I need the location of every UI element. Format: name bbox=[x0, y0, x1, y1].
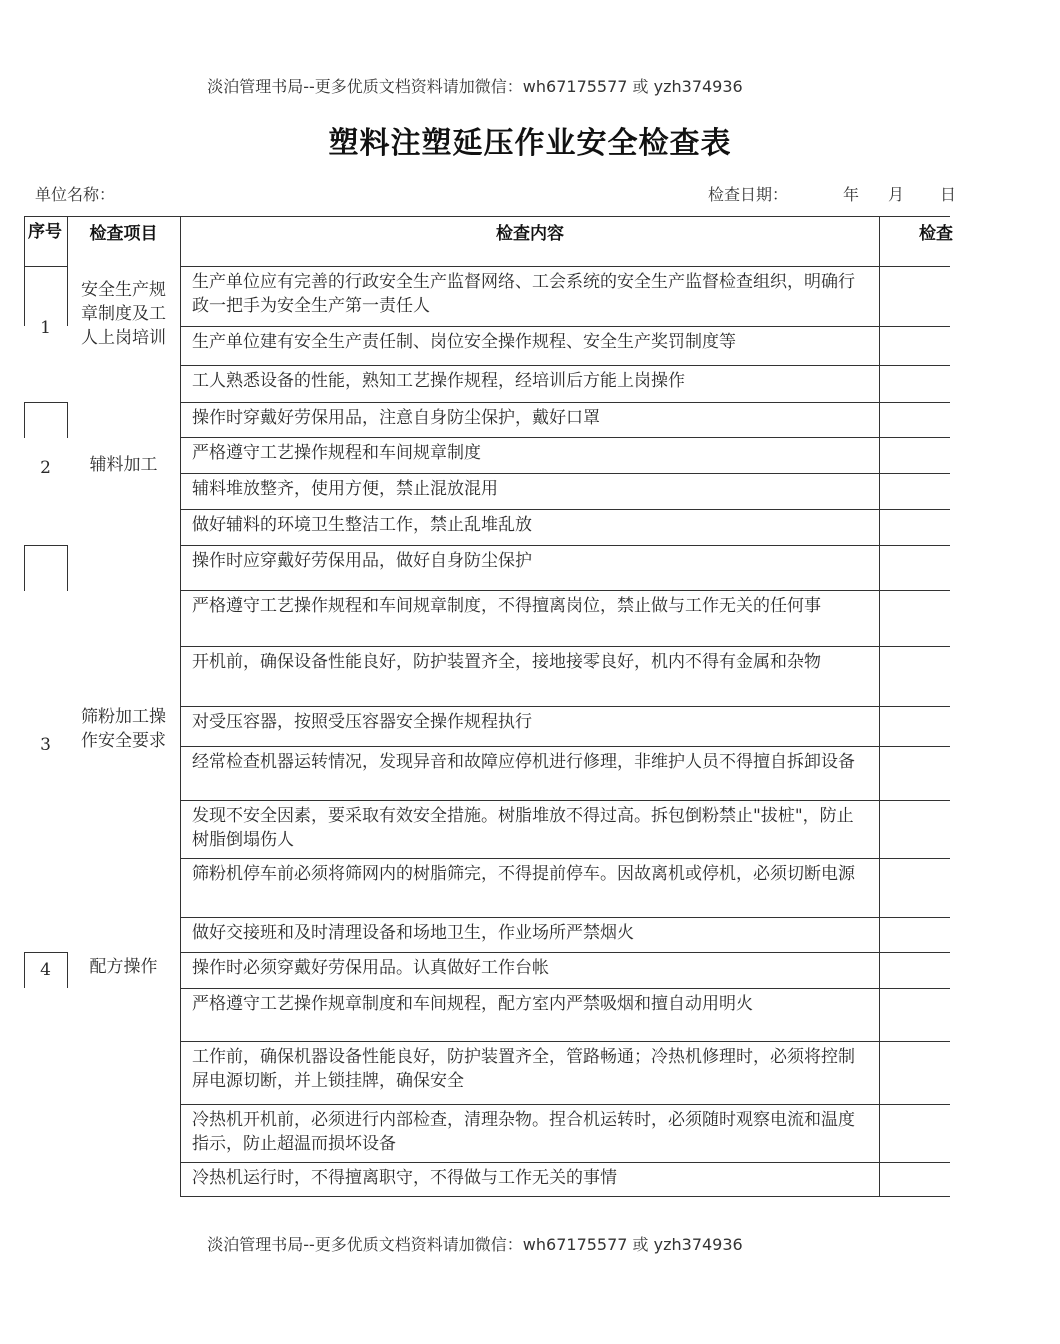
table-rule bbox=[24, 545, 25, 591]
check-content: 做好交接班和及时清理设备和场地卫生，作业场所严禁烟火 bbox=[192, 923, 634, 943]
table-rule bbox=[879, 545, 880, 952]
check-date-label: 检查日期： bbox=[708, 185, 789, 204]
table-rule bbox=[24, 545, 67, 546]
page-title: 塑料注塑延压作业安全检查表 bbox=[328, 126, 732, 161]
table-rule bbox=[67, 545, 68, 591]
check-content: 严格遵守工艺操作规章制度和车间规程，配方室内严禁吸烟和擅自动用明火 bbox=[192, 994, 753, 1014]
table-rule bbox=[24, 266, 67, 267]
table-rule bbox=[24, 402, 25, 438]
section-item: 筛粉加工操作安全要求 bbox=[81, 707, 166, 751]
row-rule bbox=[180, 473, 950, 474]
row-rule bbox=[180, 988, 950, 989]
check-content: 经常检查机器运转情况，发现异音和故障应停机进行修理，非维护人员不得擅自拆卸设备 bbox=[192, 752, 855, 772]
header-note: 淡泊管理书局--更多优质文档资料请加微信：wh67175577 或 yzh374936 bbox=[207, 77, 743, 96]
row-rule bbox=[180, 1041, 950, 1042]
check-content: 辅料堆放整齐，使用方便，禁止混放混用 bbox=[192, 479, 498, 499]
check-content: 冷热机开机前，必须进行内部检查，清理杂物。捏合机运转时，必须随时观察电流和温度指示，防止超温而损坏设备 bbox=[192, 1110, 855, 1154]
check-content: 发现不安全因素，要采取有效安全措施。树脂堆放不得过高。拆包倒粉禁止"拔桩"，防止树脂倒塌伤人 bbox=[192, 806, 854, 850]
check-content: 操作时应穿戴好劳保用品，做好自身防尘保护 bbox=[192, 551, 532, 571]
table-rule bbox=[879, 266, 880, 402]
column-header-no: 序号 bbox=[28, 222, 62, 242]
table-top-rule bbox=[24, 216, 950, 217]
check-content: 工人熟悉设备的性能，熟知工艺操作规程，经培训后方能上岗操作 bbox=[192, 371, 685, 391]
section-item: 安全生产规章制度及工人上岗培训 bbox=[81, 280, 166, 348]
row-rule bbox=[180, 590, 950, 591]
section-number: 2 bbox=[40, 458, 51, 478]
check-content: 生产单位建有安全生产责任制、岗位安全操作规程、安全生产奖罚制度等 bbox=[192, 332, 736, 352]
check-date-year: 年 bbox=[843, 185, 860, 204]
row-rule bbox=[180, 1162, 950, 1163]
check-content: 严格遵守工艺操作规程和车间规章制度，不得擅离岗位，禁止做与工作无关的任何事 bbox=[192, 596, 821, 616]
section-number: 4 bbox=[40, 960, 51, 980]
row-rule bbox=[180, 952, 950, 953]
row-rule bbox=[180, 545, 950, 546]
row-rule bbox=[180, 706, 950, 707]
table-rule bbox=[24, 216, 25, 266]
column-header-content: 检查内容 bbox=[496, 224, 564, 244]
table-rule bbox=[67, 952, 68, 988]
row-rule bbox=[180, 326, 950, 327]
table-rule bbox=[67, 402, 68, 438]
check-content: 生产单位应有完善的行政安全生产监督网络、工会系统的安全生产监督检查组织，明确行政一把手为安全生产第一责任人 bbox=[192, 272, 855, 316]
row-rule bbox=[180, 509, 950, 510]
section-number: 3 bbox=[40, 735, 51, 755]
row-rule bbox=[180, 365, 950, 366]
row-rule bbox=[180, 402, 950, 403]
check-content: 操作时必须穿戴好劳保用品。认真做好工作台帐 bbox=[192, 958, 549, 978]
check-content: 冷热机运行时，不得擅离职守，不得做与工作无关的事情 bbox=[192, 1168, 617, 1188]
section-item: 辅料加工 bbox=[89, 455, 158, 475]
column-header-item: 检查项目 bbox=[89, 224, 158, 244]
row-rule bbox=[180, 746, 950, 747]
table-rule bbox=[24, 402, 67, 403]
row-rule bbox=[180, 917, 950, 918]
section-number: 1 bbox=[40, 318, 51, 338]
table-rule bbox=[879, 216, 880, 266]
check-content: 严格遵守工艺操作规程和车间规章制度 bbox=[192, 443, 481, 463]
table-rule bbox=[180, 266, 181, 402]
row-rule bbox=[180, 858, 950, 859]
table-rule bbox=[180, 216, 181, 266]
section-item: 配方操作 bbox=[89, 957, 158, 977]
row-rule bbox=[180, 800, 950, 801]
check-content: 工作前，确保机器设备性能良好，防护装置齐全，管路畅通；冷热机修理时，必须将控制屏电源切断，并上锁挂牌，确保安全 bbox=[192, 1047, 855, 1091]
table-rule bbox=[67, 216, 68, 266]
check-date-day: 日 bbox=[940, 185, 957, 204]
check-content: 做好辅料的环境卫生整洁工作，禁止乱堆乱放 bbox=[192, 515, 532, 535]
unit-name-label: 单位名称： bbox=[35, 185, 116, 204]
table-rule bbox=[67, 266, 68, 326]
row-rule bbox=[180, 437, 950, 438]
check-date-month: 月 bbox=[888, 185, 905, 204]
table-rule bbox=[24, 952, 67, 953]
column-header-result: 检查 bbox=[919, 224, 953, 244]
check-content: 开机前，确保设备性能良好，防护装置齐全，接地接零良好，机内不得有金属和杂物 bbox=[192, 652, 821, 672]
row-rule bbox=[180, 646, 950, 647]
check-content: 筛粉机停车前必须将筛网内的树脂筛完，不得提前停车。因故离机或停机，必须切断电源 bbox=[192, 864, 855, 884]
check-content: 对受压容器，按照受压容器安全操作规程执行 bbox=[192, 712, 532, 732]
check-content: 操作时穿戴好劳保用品，注意自身防尘保护，戴好口罩 bbox=[192, 408, 600, 428]
row-rule bbox=[180, 1104, 950, 1105]
footer-note: 淡泊管理书局--更多优质文档资料请加微信：wh67175577 或 yzh374936 bbox=[207, 1235, 743, 1254]
table-rule bbox=[180, 545, 181, 952]
table-rule bbox=[180, 266, 950, 267]
row-rule bbox=[180, 1196, 950, 1197]
